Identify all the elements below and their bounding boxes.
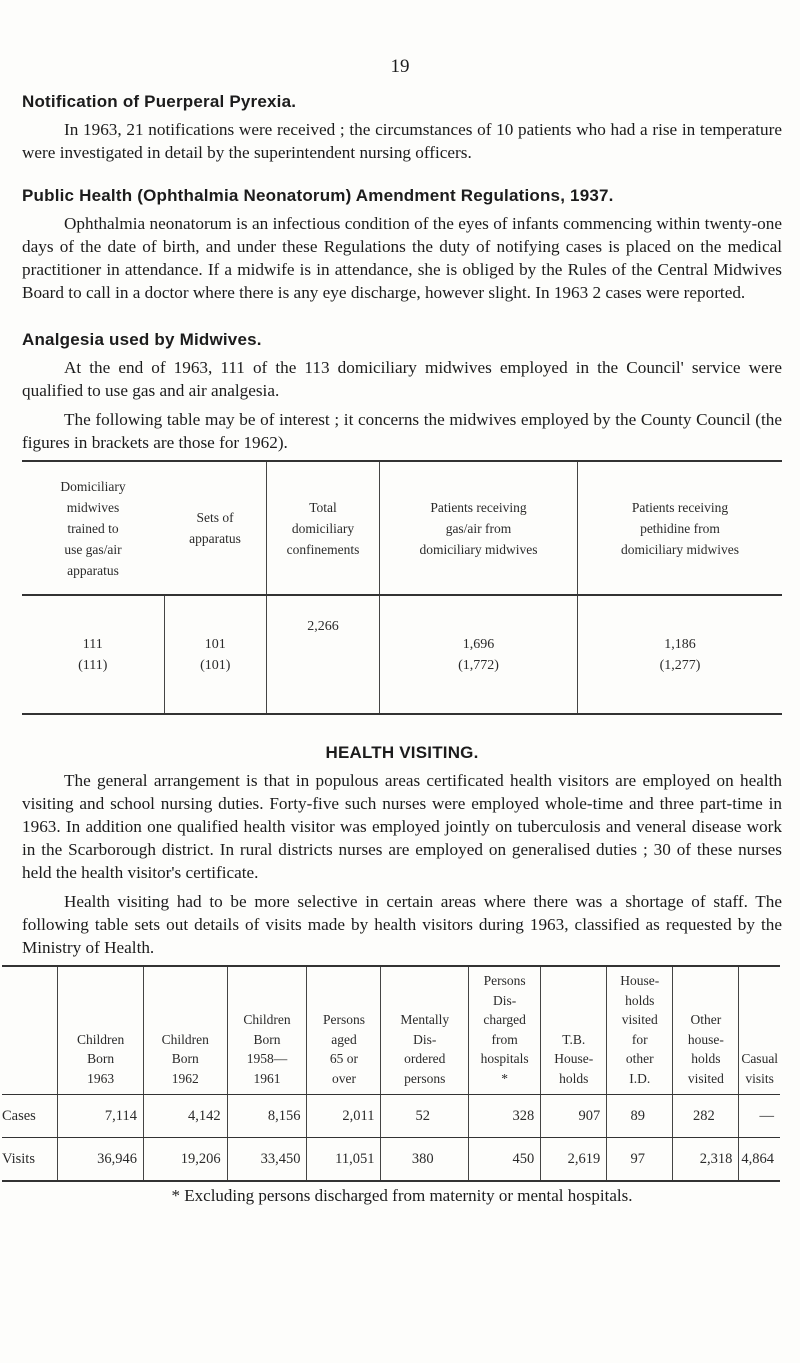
table-cell: 7,114 <box>58 1095 144 1138</box>
header-cell: Children Born 1963 <box>58 966 144 1095</box>
header-cell: Casual visits <box>739 966 780 1095</box>
table-cell: 36,946 <box>58 1138 144 1182</box>
header-cell: Children Born 1962 <box>143 966 227 1095</box>
ophthalmia-paragraph: Ophthalmia neonatorum is an infectious condition of the eyes of infants commencing within twenty-one days of the date of birth, and under these Regulations the duty of notifying cases is placed on the medical practitioner in attendance. If a midwife is in attendance, she is obliged by the Rules of the Central Midwives Board to call in a doctor where there is any eye discharge, however slight. In 1963 2 cases were reported. <box>22 214 782 302</box>
table-row <box>2 1095 780 1138</box>
table-footnote: * Excluding persons discharged from maternity or mental hospitals. <box>171 1186 633 1205</box>
table-cell: 2,318 <box>673 1138 739 1182</box>
table-cell: 907 <box>541 1095 607 1138</box>
health-visiting-heading: HEALTH VISITING. <box>325 743 479 762</box>
midwives-table <box>22 460 782 715</box>
header-cell <box>2 966 58 1095</box>
table-cell: 111 (111) <box>22 595 164 714</box>
midwives-table-header <box>22 461 782 595</box>
health-visits-table <box>2 965 780 1182</box>
health-visiting-paragraph-1: The general arrangement is that in populous areas certificated health visitors are employed on health visiting and school nursing duties. Forty-five such nurses were employed whole-time and three part-time in 1963. In addition one qualified health visitor was employed jointly on tuberculosis and veneral disease work in the Scarborough district. In rural districts nurses are employed on generalised duties ; 30 of these nurses held the health visitor's certificate. <box>22 771 782 882</box>
table-cell: 52 <box>381 1095 469 1138</box>
table-row <box>22 595 782 714</box>
table-cell: 282 <box>673 1095 739 1138</box>
table-cell: 2,011 <box>307 1095 381 1138</box>
header-cell: Mentally Dis- ordered persons <box>381 966 469 1095</box>
analgesia-paragraph-1: At the end of 1963, 111 of the 113 domiciliary midwives employed in the Council' service were qualified to use gas and air analgesia. <box>22 358 782 400</box>
health-visiting-paragraph-2: Health visiting had to be more selective in certain areas where there was a shortage of staff. The following table sets out details of visits made by health visitors during 1963, classified as requested by the Ministry of Health. <box>22 892 782 957</box>
visits-table-header <box>2 966 780 1095</box>
table-cell: 2,619 <box>541 1138 607 1182</box>
header-cell: Domiciliary midwives trained to use gas/air apparatus <box>22 461 164 595</box>
table-cell: 89 <box>607 1095 673 1138</box>
table-cell: 19,206 <box>143 1138 227 1182</box>
table-cell: 8,156 <box>227 1095 307 1138</box>
page-content <box>2 92 782 1206</box>
table-cell: 1,696 (1,772) <box>380 595 578 714</box>
header-cell: Sets of apparatus <box>164 461 267 595</box>
header-cell: House- holds visited for other I.D. <box>607 966 673 1095</box>
header-cell: Persons Dis- charged from hospitals * <box>469 966 541 1095</box>
table-cell: 4,864 <box>739 1138 780 1182</box>
table-cell: 380 <box>381 1138 469 1182</box>
row-label: Visits <box>2 1138 58 1182</box>
header-cell: Patients receiving gas/air from domiciliary midwives <box>380 461 578 595</box>
header-cell: Other house- holds visited <box>673 966 739 1095</box>
pyrexia-paragraph: In 1963, 21 notifications were received ; the circumstances of 10 patients who had a rise in temperature were investigated in detail by the superintendent nursing officers. <box>22 120 782 162</box>
header-cell: Patients receiving pethidine from domiciliary midwives <box>578 461 783 595</box>
header-cell: T.B. House- holds <box>541 966 607 1095</box>
analgesia-heading: Analgesia used by Midwives. <box>22 330 262 349</box>
table-cell: — <box>739 1095 780 1138</box>
table-cell: 1,186 (1,277) <box>578 595 783 714</box>
row-label: Cases <box>2 1095 58 1138</box>
header-cell: Persons aged 65 or over <box>307 966 381 1095</box>
table-cell: 328 <box>469 1095 541 1138</box>
table-row <box>2 1138 780 1182</box>
header-cell: Children Born 1958— 1961 <box>227 966 307 1095</box>
table-cell: 2,266 <box>267 595 380 714</box>
table-cell: 450 <box>469 1138 541 1182</box>
table-cell: 101 (101) <box>164 595 267 714</box>
table-cell: 11,051 <box>307 1138 381 1182</box>
header-cell: Total domiciliary confinements <box>267 461 380 595</box>
page-number: 19 <box>390 56 410 77</box>
pyrexia-heading: Notification of Puerperal Pyrexia. <box>22 92 297 111</box>
table-cell: 97 <box>607 1138 673 1182</box>
table-cell: 33,450 <box>227 1138 307 1182</box>
table-cell: 4,142 <box>143 1095 227 1138</box>
ophthalmia-heading: Public Health (Ophthalmia Neonatorum) Amendment Regulations, 1937. <box>22 186 614 205</box>
analgesia-paragraph-2: The following table may be of interest ; it concerns the midwives employed by the County Council (the figures in brackets are those for 1962). <box>22 410 782 452</box>
